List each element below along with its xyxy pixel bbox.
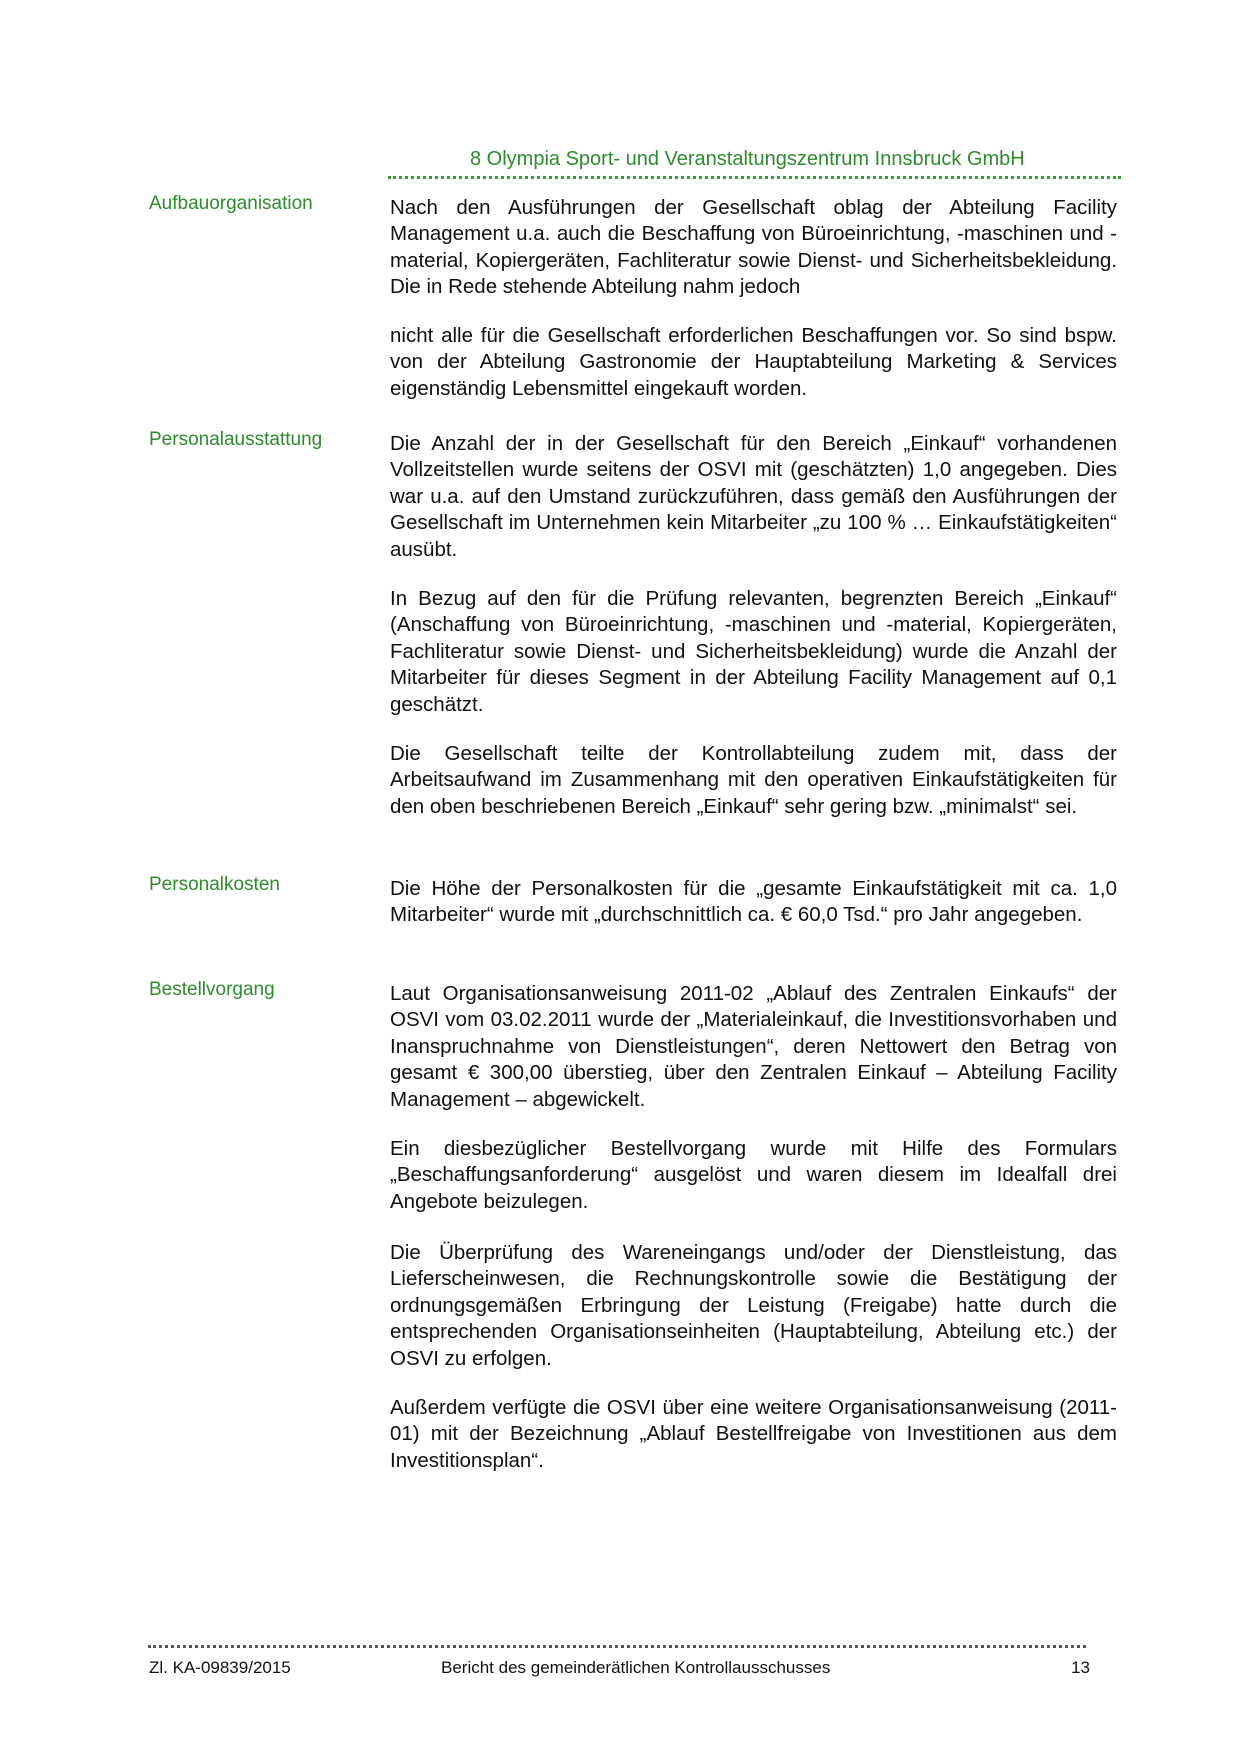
footer-reference: Zl. KA-09839/2015	[149, 1658, 291, 1677]
header-divider	[388, 176, 1121, 179]
paragraph: Die Überprüfung des Wareneingangs und/oder der Dienstleistung, das Lieferscheinwesen, die Rechnungskontrolle sowie die Bestätigung der ordnungsgemäßen Erbringung der Leistung (Freigabe) hatte durch die entsprechenden Organisationseinheiten (Hauptabteilung, Abteilung etc.) der OSVI zu erfolgen.	[390, 1241, 1117, 1370]
section-label-personalkosten: Personalkosten	[149, 874, 280, 895]
footer-report-title: Bericht des gemeinderätlichen Kontrollausschusses	[441, 1658, 831, 1677]
paragraph: nicht alle für die Gesellschaft erforderlichen Beschaffungen vor. So sind bspw. von der Abteilung Gastronomie der Hauptabteilung Marketing & Services eigenständig Lebensmittel eingekauft worden.	[390, 324, 1117, 400]
page-header-title: 8 Olympia Sport- und Veranstaltungszentrum Innsbruck GmbH	[470, 148, 1025, 170]
paragraph: Die Höhe der Personalkosten für die „gesamte Einkaufstätigkeit mit ca. 1,0 Mitarbeiter“ wurde mit „durchschnittlich ca. € 60,0 Tsd.“ pro Jahr angegeben.	[390, 877, 1117, 927]
page-number: 13	[1071, 1658, 1090, 1677]
section-label-personalausstattung: Personalausstattung	[149, 429, 323, 450]
paragraph: Außerdem verfügte die OSVI über eine weitere Organisationsanweisung (2011-01) mit der Bezeichnung „Ablauf Bestellfreigabe von Investitionen aus dem Investitionsplan“.	[390, 1396, 1117, 1472]
paragraph: In Bezug auf den für die Prüfung relevanten, begrenzten Bereich „Einkauf“ (Anschaffung von Büroeinrichtung, -maschinen und -material, Kopiergeräten, Fachliteratur sowie Dienst- und Sicherheitsbekleidung) wurde die Anzahl der Mitarbeiter für dieses Segment in der Abteilung Facility Management auf 0,1 geschätzt.	[390, 587, 1117, 716]
paragraph: Nach den Ausführungen der Gesellschaft oblag der Abteilung Facility Management u.a. auch die Beschaffung von Büroeinrichtung, -maschinen und -material, Kopiergeräten, Fachliteratur sowie Dienst- und Sicherheitsbekleidung. Die in Rede stehende Abteilung nahm jedoch	[390, 196, 1117, 299]
footer-divider	[148, 1645, 1086, 1648]
paragraph: Die Gesellschaft teilte der Kontrollabteilung zudem mit, dass der Arbeitsaufwand im Zusammenhang mit den operativen Einkaufstätigkeiten für den oben beschriebenen Bereich „Einkauf“ sehr gering bzw. „minimalst“ sei.	[390, 742, 1117, 818]
paragraph: Laut Organisationsanweisung 2011-02 „Ablauf des Zentralen Einkaufs“ der OSVI vom 03.02.2011 wurde der „Materialeinkauf, die Investitionsvorhaben und Inanspruchnahme von Dienstleistungen“, deren Nettowert den Betrag von gesamt € 300,00 überstieg, über den Zentralen Einkauf – Abteilung Facility Management – abgewickelt.	[390, 982, 1117, 1111]
paragraph: Die Anzahl der in der Gesellschaft für den Bereich „Einkauf“ vorhandenen Vollzeitstellen wurde seitens der OSVI mit (geschätzten) 1,0 angegeben. Dies war u.a. auf den Umstand zurückzuführen, dass gemäß den Ausführungen der Gesellschaft im Unternehmen kein Mitarbeiter „zu 100 % … Einkaufstätigkeiten“ ausübt.	[390, 432, 1117, 561]
paragraph: Ein diesbezüglicher Bestellvorgang wurde mit Hilfe des Formulars „Beschaffungsanforderung“ ausgelöst und waren diesem im Idealfall drei Angebote beizulegen.	[390, 1137, 1117, 1213]
section-label-aufbauorganisation: Aufbauorganisation	[149, 193, 313, 214]
section-label-bestellvorgang: Bestellvorgang	[149, 979, 275, 1000]
